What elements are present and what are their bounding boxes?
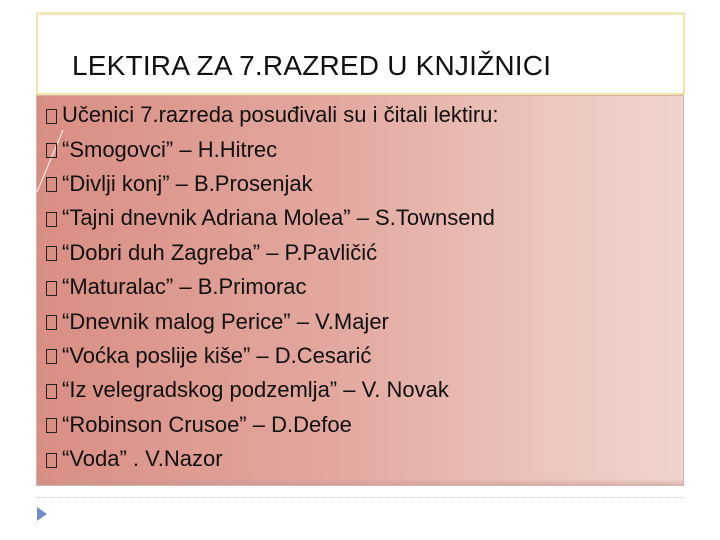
title-box-accent <box>36 12 685 15</box>
bullet-icon <box>46 109 57 124</box>
list-item <box>46 270 499 304</box>
list-item-text: “Divlji konj” – B.Prosenjak <box>62 170 313 196</box>
bullet-icon <box>46 349 57 364</box>
list-item-text: “Voćka poslije kiše” – D.Cesarić <box>62 342 372 368</box>
bullet-icon <box>46 453 57 468</box>
list-item-text: “Maturalac” – B.Primorac <box>62 274 307 300</box>
list-item-text: “Dnevnik malog Perice” – V.Majer <box>62 308 389 334</box>
list-item <box>46 304 499 338</box>
list-item <box>46 339 499 373</box>
bullet-icon <box>46 281 57 296</box>
bullet-icon <box>46 384 57 399</box>
list-item <box>46 201 499 235</box>
list-item <box>46 373 499 407</box>
reading-list <box>46 98 499 476</box>
list-item-text: “Robinson Crusoe” – D.Defoe <box>62 411 352 437</box>
bullet-icon <box>46 418 57 433</box>
list-item-text: “Smogovci” – H.Hitrec <box>62 136 278 162</box>
content-panel-shade <box>37 479 683 485</box>
list-item-text: “Voda” . V.Nazor <box>62 446 223 472</box>
bullet-icon <box>46 315 57 330</box>
slide-title: LEKTIRA ZA 7.RAZRED U KNJIŽNICI <box>72 50 552 81</box>
list-item <box>46 442 499 476</box>
list-item-text: Učenici 7.razreda posuđivali su i čitali lektiru: <box>62 102 499 128</box>
list-item-text: “Iz velegradskog podzemlja” – V. Novak <box>62 377 449 403</box>
list-item <box>46 408 499 442</box>
list-item <box>46 132 499 166</box>
bottom-divider <box>36 497 684 498</box>
list-item-text: “Tajni dnevnik Adriana Molea” – S.Townsend <box>62 205 495 231</box>
list-item <box>46 167 499 201</box>
bullet-icon <box>46 177 57 192</box>
bullet-icon <box>46 212 57 227</box>
list-item <box>46 236 499 270</box>
list-item <box>46 98 499 132</box>
list-item-text: “Dobri duh Zagreba” – P.Pavličić <box>62 239 378 265</box>
bullet-icon <box>46 246 57 261</box>
bullet-icon <box>46 143 57 158</box>
next-slide-triangle-icon[interactable] <box>37 507 47 521</box>
